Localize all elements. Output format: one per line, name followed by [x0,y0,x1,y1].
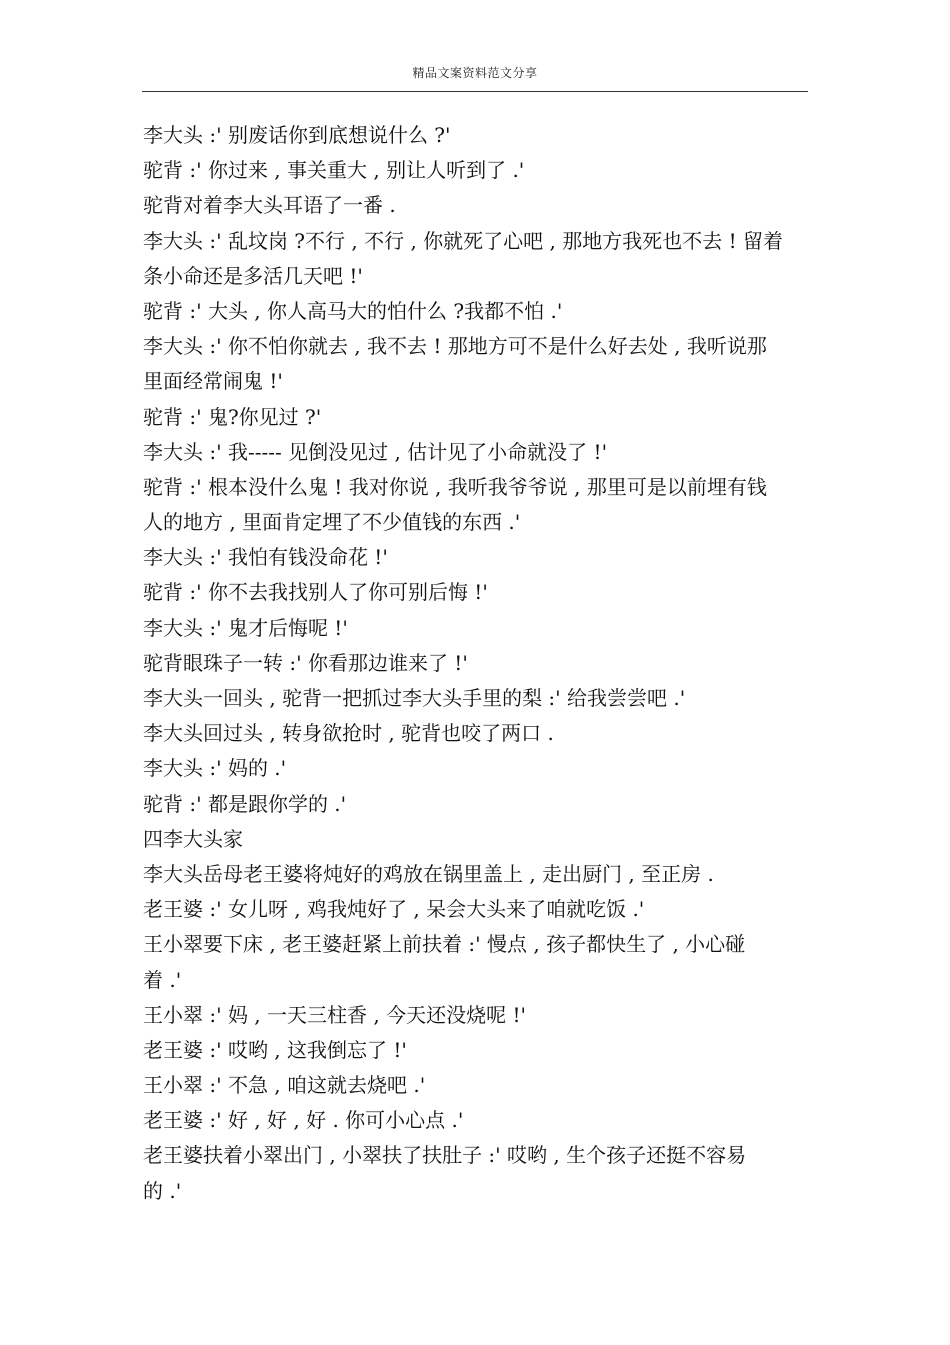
text-line: 老王婆 :' 女儿呀 , 鸡我炖好了 , 呆会大头来了咱就吃饭 .' [143,897,645,922]
text-line: 李大头 :' 乱坟岗 ?不行 , 不行 , 你就死了心吧 , 那地方我死也不去 ! 留着 [143,228,783,253]
text-line: 李大头一回头 , 驼背一把抓过李大头手里的梨 :' 给我尝尝吧 .' [143,686,686,710]
text-line: 驼背对着李大头耳语了一番 . [143,193,396,218]
text-line: 条小命还是多活几天吧 !' [143,263,363,288]
text-line: 王小翠 :' 不急 , 咱这就去烧吧 .' [143,1073,426,1098]
text-line: 驼背 :' 根本没什么鬼 ! 我对你说 , 我听我爷爷说 , 那里可是以前埋有钱 [143,474,767,499]
text-line: 驼背 :' 你不去我找别人了你可别后悔 !' [143,580,488,605]
text-line: 李大头 :' 别废话你到底想说什么 ?' [143,123,451,147]
text-line: 王小翠要下床 , 老王婆赶紧上前扶着 :' 慢点 , 孩子都快生了 , 小心碰 [143,932,746,957]
text-line: 李大头 :' 鬼才后悔呢 !' [143,615,348,640]
text-line: 的 .' [143,1178,182,1203]
header-divider [142,91,808,92]
text-line: 着 .' [143,967,182,992]
text-line: 李大头岳母老王婆将炖好的鸡放在锅里盖上 , 走出厨门 , 至正房 . [143,861,714,886]
text-line: 驼背 :' 你过来 , 事关重大 , 别让人听到了 .' [143,158,525,183]
text-line: 驼背 :' 鬼?你见过 ?' [143,404,322,429]
text-line: 里面经常闹鬼 !' [143,369,283,394]
text-line: 老王婆扶着小翠出门 , 小翠扶了扶肚子 :' 哎哟 , 生个孩子还挺不容易 [143,1143,747,1168]
text-line: 老王婆 :' 哎哟 , 这我倒忘了 !' [143,1037,407,1062]
text-line: 李大头 :' 你不怕你就去 , 我不去 ! 那地方可不是什么好去处 , 我听说那 [143,334,767,359]
text-line: 老王婆 :' 好 , 好 , 好 . 你可小心点 .' [143,1108,464,1133]
text-line: 王小翠 :' 妈 , 一天三柱香 , 今天还没烧呢 !' [143,1002,526,1027]
text-line: 人的地方 , 里面肯定埋了不少值钱的东西 .' [143,510,521,535]
text-line: 李大头 :' 我----- 见倒没见过 , 估计见了小命就没了 !' [143,439,608,464]
text-line: 李大头 :' 妈的 .' [143,756,287,781]
scene-heading: 四李大头家 [143,826,243,851]
text-line: 李大头回过头 , 转身欲抢时 , 驼背也咬了两口 . [143,721,554,746]
text-line: 驼背 :' 都是跟你学的 .' [143,791,347,816]
text-line: 李大头 :' 我怕有钱没命花 !' [143,545,388,570]
script-body [143,118,808,1209]
text-line: 驼背 :' 大头 , 你人高马大的怕什么 ?我都不怕 .' [143,298,563,323]
text-line: 驼背眼珠子一转 :' 你看那边谁来了 !' [143,650,468,675]
page-header: 精品文案资料范文分享 [412,66,538,80]
